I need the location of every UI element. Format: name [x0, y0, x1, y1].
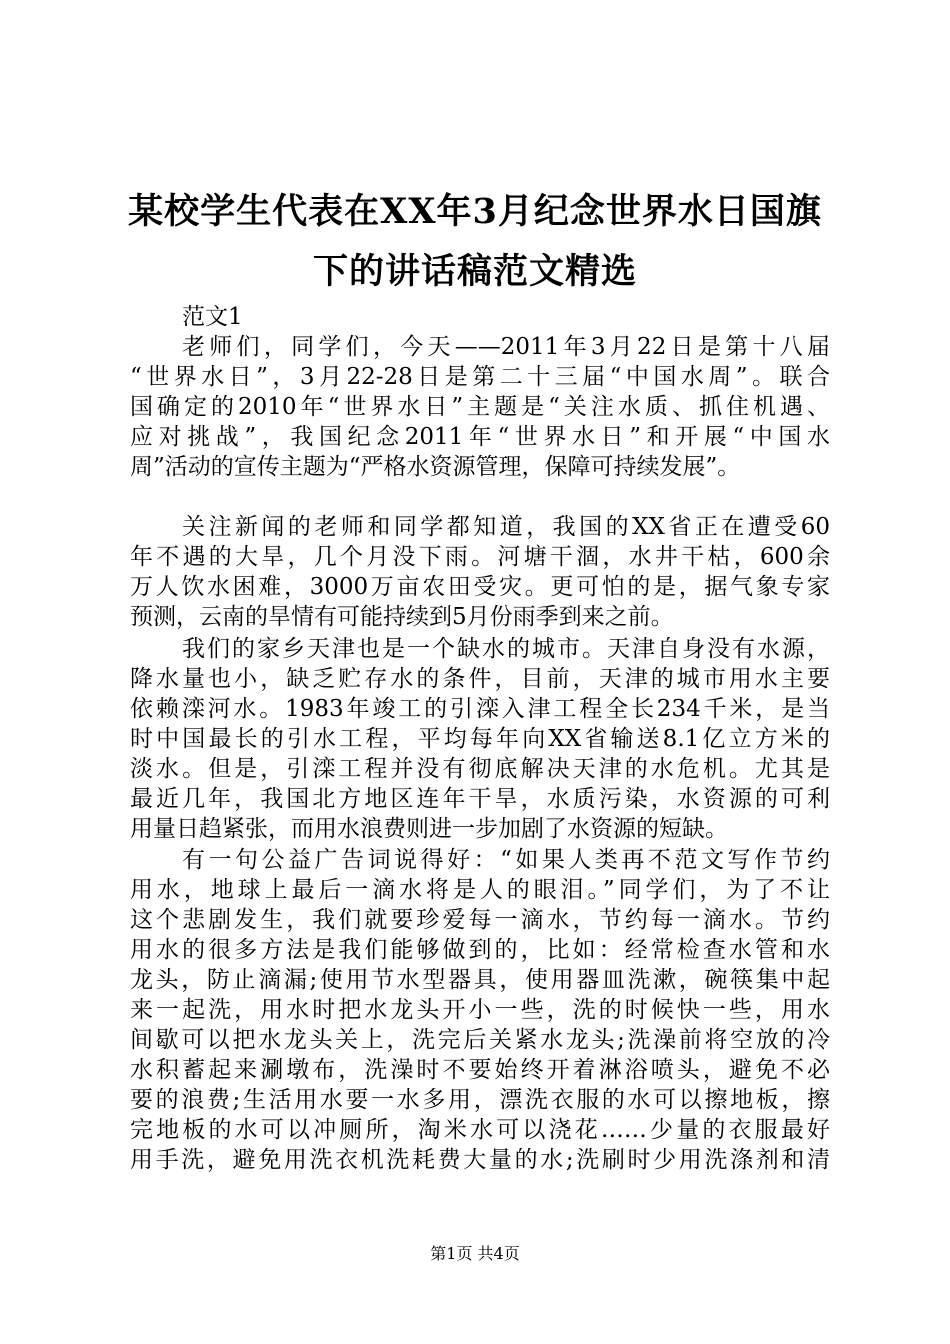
paragraph-line: 来一起洗，用水时把水龙头开小一些，洗的时候快一些，用水 — [130, 997, 830, 1023]
paragraph-line: 这个悲剧发生，我们就要珍爱每一滴水，节约每一滴水。节约 — [130, 907, 830, 933]
paragraph-line: 降水量也小，缺乏贮存水的条件，目前，天津的城市用水主要 — [130, 666, 830, 692]
paragraph-line: 要的浪费;生活用水要一水多用，漂洗衣服的水可以擦地板，擦 — [130, 1087, 830, 1113]
document-title-line-1: 某校学生代表在XX年3月纪念世界水日国旗 — [128, 191, 822, 232]
paragraph-line: 周”活动的宣传主题为“严格水资源管理，保障可持续发展”。 — [130, 454, 741, 480]
paragraph-line: 我们的家乡天津也是一个缺水的城市。天津自身没有水源， — [182, 636, 830, 662]
paragraph-line: 有一句公益广告词说得好：“如果人类再不范文写作节约 — [182, 847, 830, 873]
paragraph-line: 老师们，同学们，今天——2011年3月22日是第十八届 — [182, 334, 830, 360]
paragraph-line: 依赖滦河水。1983年竣工的引滦入津工程全长234千米，是当 — [130, 696, 830, 722]
paragraph-line: 年不遇的大旱，几个月没下雨。河塘干涸，水井干枯，600余 — [130, 544, 830, 570]
paragraph-line: 万人饮水困难，3000万亩农田受灾。更可怕的是，据气象专家 — [130, 574, 830, 600]
paragraph-line: “世界水日”，3月22-28日是第二十三届“中国水周”。联合 — [130, 364, 830, 390]
paragraph-line: 时中国最长的引水工程，平均每年向XX省输送8.1亿立方米的 — [130, 726, 830, 752]
paragraph-line: 用水，地球上最后一滴水将是人的眼泪。”同学们，为了不让 — [130, 877, 830, 903]
paragraph-line: 龙头，防止滴漏;使用节水型器具，使用器皿洗漱，碗筷集中起 — [130, 967, 830, 993]
paragraph-line: 淡水。但是，引滦工程并没有彻底解决天津的水危机。尤其是 — [130, 756, 830, 782]
paragraph-line: 完地板的水可以冲厕所，淘米水可以浇花……少量的衣服最好 — [130, 1117, 830, 1143]
paragraph-line: 国确定的2010年“世界水日”主题是“关注水质、抓住机遇、 — [130, 394, 830, 420]
paragraph-line: 用量日趋紧张，而用水浪费则进一步加剧了水资源的短缺。 — [130, 816, 728, 842]
paragraph-line: 最近几年，我国北方地区连年干旱，水质污染，水资源的可利 — [130, 786, 830, 812]
paragraph-line: 应对挑战”，我国纪念2011年“世界水日”和开展“中国水 — [130, 424, 830, 450]
paragraph-line: 间歇可以把水龙头关上，洗完后关紧水龙头;洗澡前将空放的冷 — [130, 1027, 830, 1053]
paragraph-line: 水积蓄起来涮墩布，洗澡时不要始终开着淋浴喷头，避免不必 — [130, 1057, 830, 1083]
paragraph-line: 预测，云南的旱情有可能持续到5月份雨季到来之前。 — [130, 604, 674, 630]
paragraph-line: 用水的很多方法是我们能够做到的，比如：经常检查水管和水 — [130, 937, 830, 963]
paragraph-line: 关注新闻的老师和同学都知道，我国的XX省正在遭受60 — [182, 514, 830, 540]
document-title-line-2: 下的讲话稿范文精选 — [312, 251, 637, 292]
paragraph-line: 用手洗，避免用洗衣机洗耗费大量的水;洗刷时少用洗涤剂和清 — [130, 1147, 830, 1173]
page-footer: 第1页 共4页 — [430, 1244, 520, 1263]
section-label: 范文1 — [182, 304, 243, 330]
